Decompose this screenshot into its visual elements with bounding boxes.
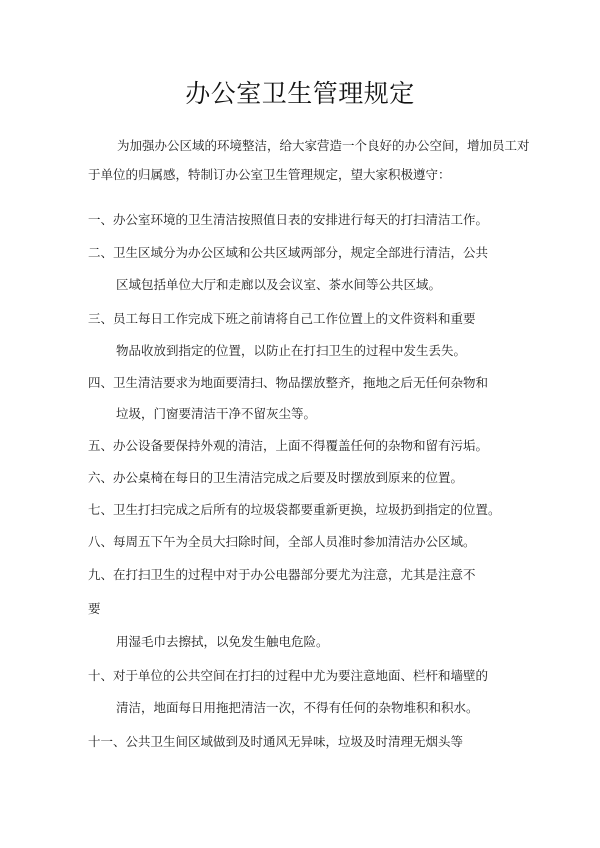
rule-10-line-1: 十、对于单位的公共空间在打扫的过程中尤为要注意地面、栏杆和墙壁的 bbox=[88, 668, 489, 683]
rule-8: 八、每周五下午为全员大扫除时间，全部人员准时参加清洁办公区域。 bbox=[88, 534, 476, 549]
rule-9-line-3: 用湿毛巾去擦拭，以免发生触电危险。 bbox=[116, 634, 329, 649]
rule-2-line-2: 区域包括单位大厅和走廊以及会议室、茶水间等公共区域。 bbox=[116, 277, 442, 292]
intro-line-1: 为加强办公区域的环境整洁，给大家营造一个良好的办公空间，增加员工对 bbox=[117, 138, 530, 153]
rule-9-line-1: 九、在打扫卫生的过程中对于办公电器部分要尤为注意，尤其是注意不 bbox=[88, 567, 476, 582]
intro-line-2: 于单位的归属感，特制订办公室卫生管理规定，望大家积极遵守： bbox=[88, 167, 451, 182]
rule-2-line-1: 二、卫生区域分为办公区域和公共区域两部分，规定全部进行清洁，公共 bbox=[88, 245, 489, 260]
document-title: 办公室卫生管理规定 bbox=[185, 79, 415, 108]
rule-10-line-2: 清洁，地面每日用拖把清洁一次，不得有任何的杂物堆积和积水。 bbox=[116, 700, 479, 715]
rule-4-line-2: 垃圾，门窗要清洁干净不留灰尘等。 bbox=[116, 406, 317, 421]
rule-1: 一、办公室环境的卫生清洁按照值日表的安排进行每天的打扫清洁工作。 bbox=[88, 212, 489, 227]
rule-3-line-2: 物品收放到指定的位置，以防止在打扫卫生的过程中发生丢失。 bbox=[116, 343, 467, 358]
rule-7: 七、卫生打扫完成之后所有的垃圾袋都要重新更换，垃圾扔到指定的位置。 bbox=[88, 502, 501, 517]
rule-6: 六、办公桌椅在每日的卫生清洁完成之后要及时摆放到原来的位置。 bbox=[88, 470, 464, 485]
rule-3-line-1: 三、员工每日工作完成下班之前请将自己工作位置上的文件资料和重要 bbox=[88, 311, 476, 326]
rule-5: 五、办公设备要保持外观的清洁，上面不得覆盖任何的杂物和留有污垢。 bbox=[88, 438, 489, 453]
rule-4-line-1: 四、卫生清洁要求为地面要清扫、物品摆放整齐，拖地之后无任何杂物和 bbox=[88, 375, 489, 390]
rule-11: 十一、公共卫生间区域做到及时通风无异味，垃圾及时清理无烟头等 bbox=[88, 734, 464, 749]
rule-9-line-2: 要 bbox=[88, 601, 101, 616]
